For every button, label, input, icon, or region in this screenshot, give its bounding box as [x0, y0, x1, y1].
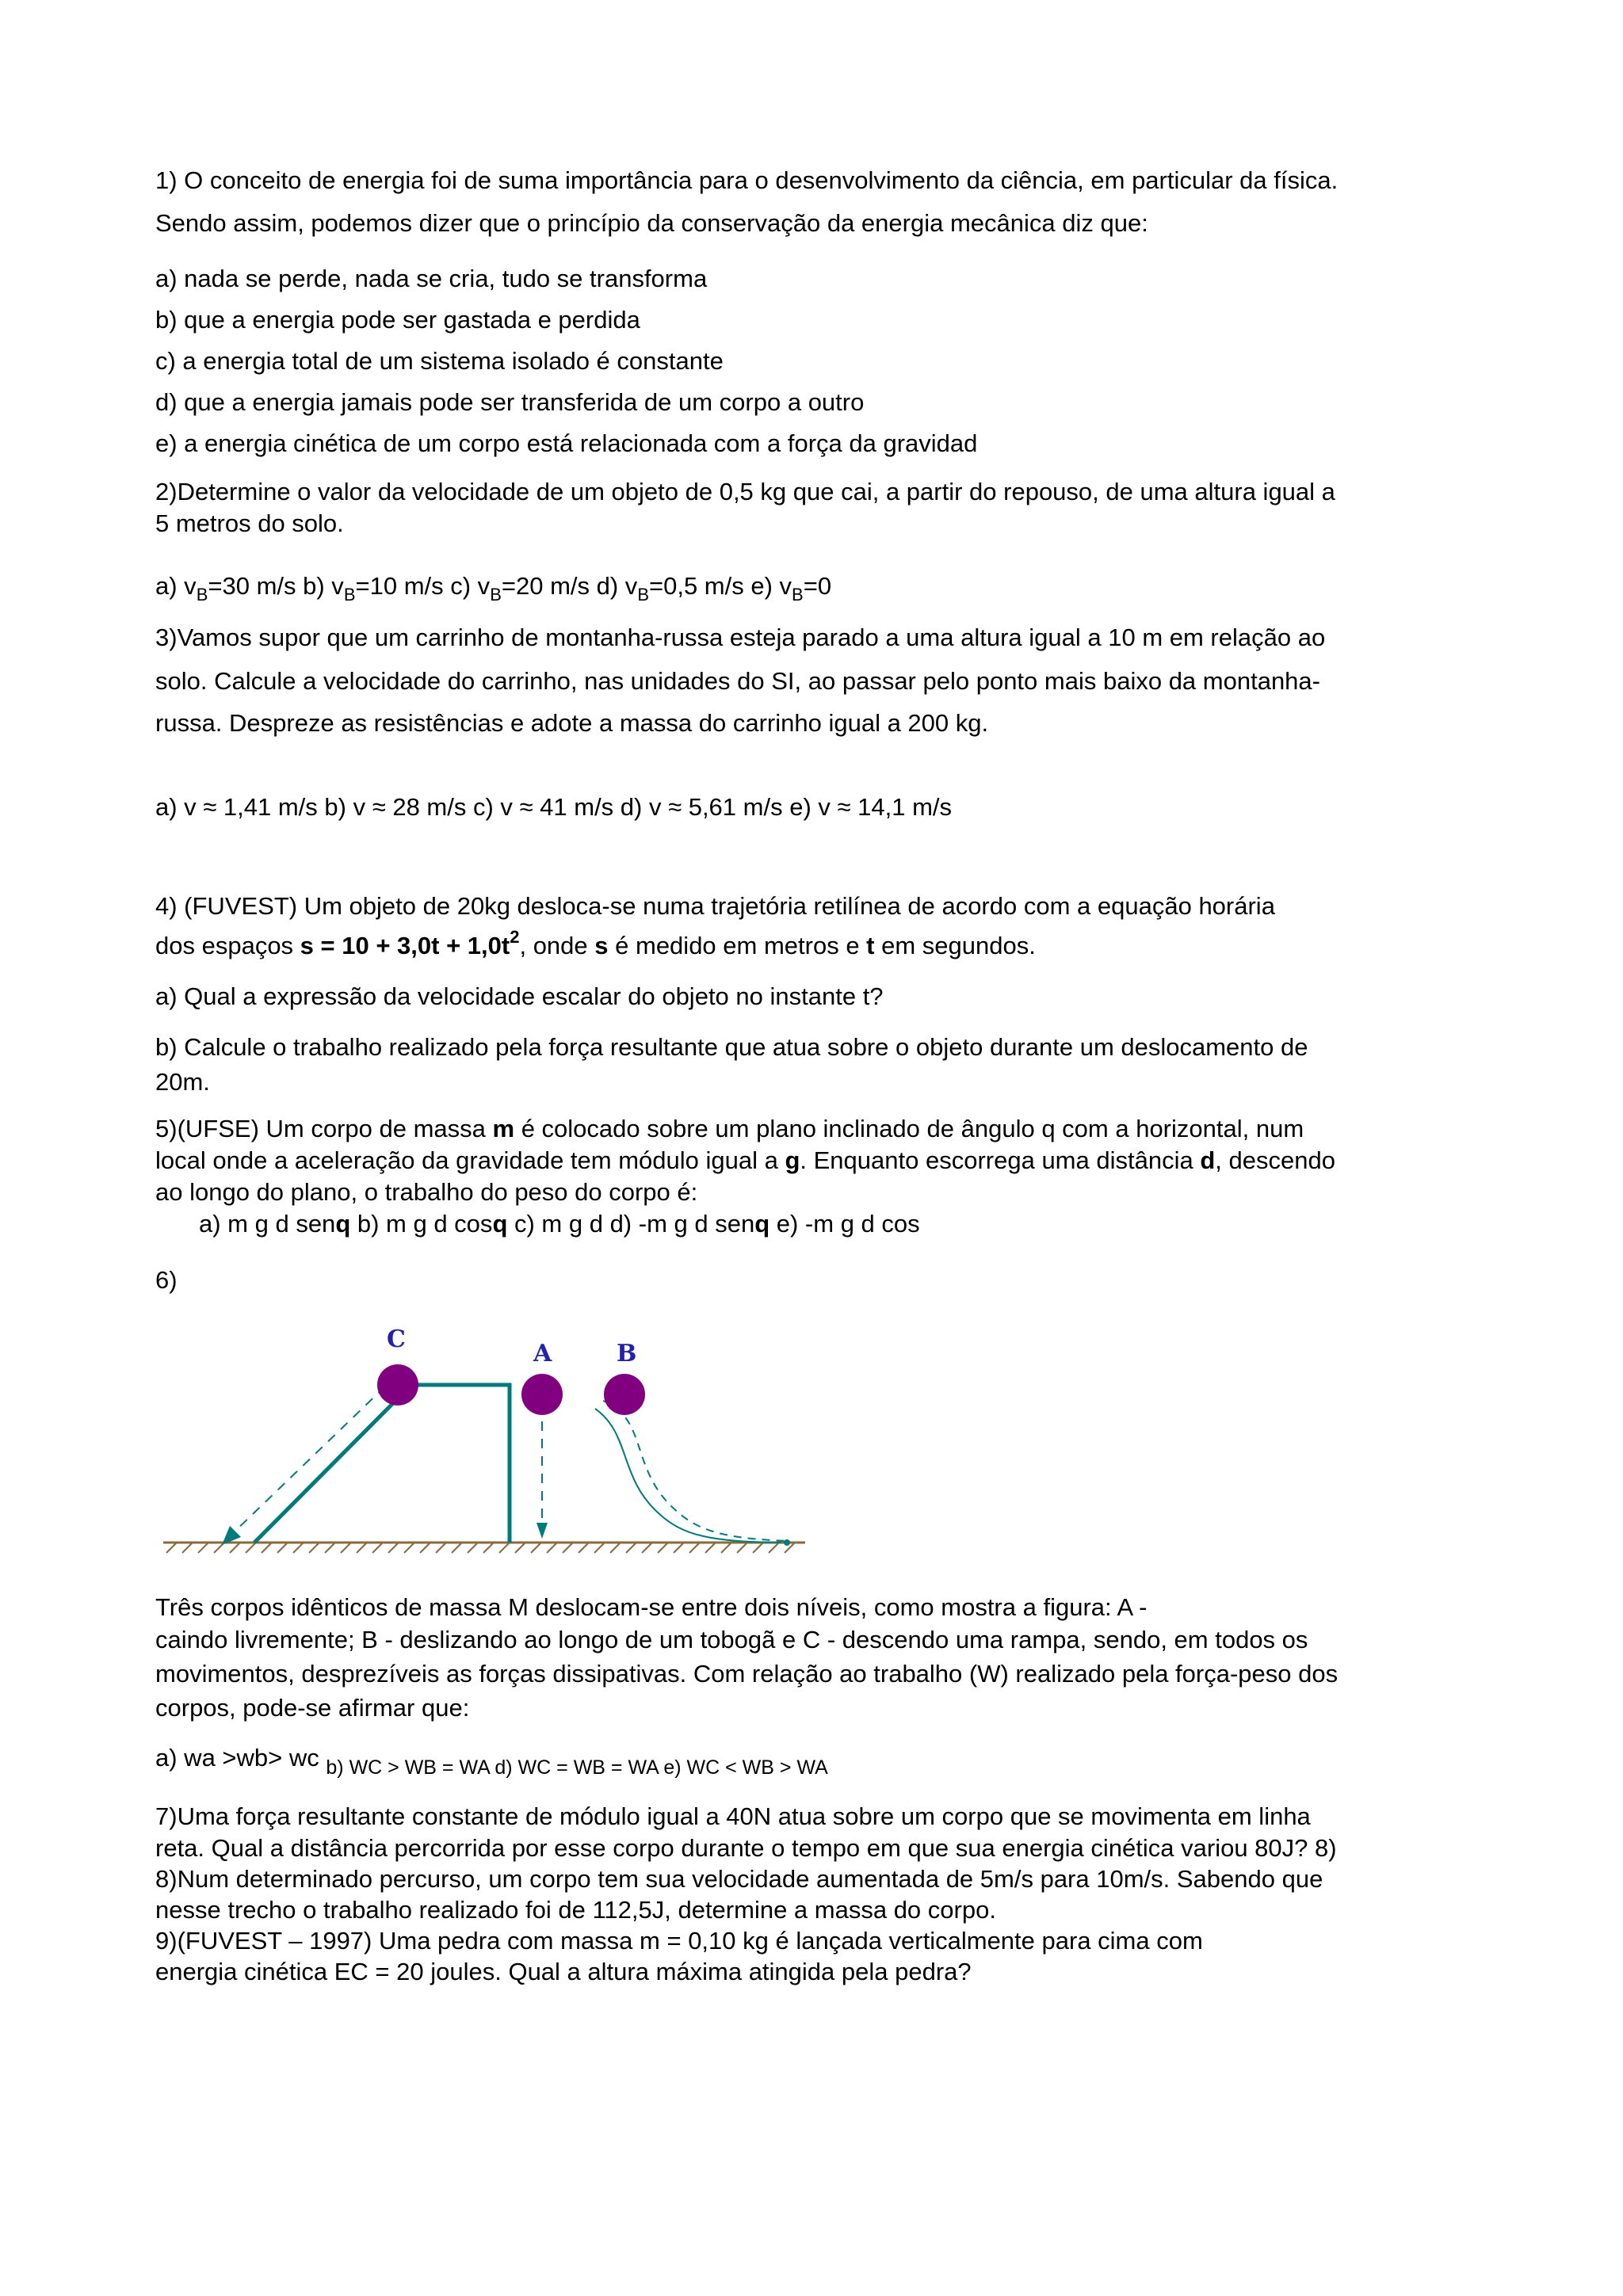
q6-number: 6) [155, 1266, 178, 1294]
q3-stem-line-3: russa. Despreze as resistências e adote a massa do carrinho igual a 200 kg. [155, 709, 989, 737]
q6-text-line-2: caindo livremente; B - deslizando ao longo de um tobogã e C - descendo uma rampa, sendo, em todos os [155, 1626, 1308, 1653]
q2-stem-line-2: 5 metros do solo. [155, 509, 344, 537]
q6-options: a) wa >wb> wc $_{b) WC > WB = WA d) WC = WB = WA e) WC < WB > WA}$ [155, 1744, 828, 1779]
ground-hatching [166, 1543, 794, 1553]
q3-options: a) v ≈ 1,41 m/s b) v ≈ 28 m/s c) v ≈ 41 m/s d) v ≈ 5,61 m/s e) v ≈ 14,1 m/s [155, 793, 953, 821]
q6-text-line-4: corpos, pode-se afirmar que: [155, 1694, 470, 1722]
q7-line-1: 7)Uma força resultante constante de módulo igual a 40N atua sobre um corpo que se movimenta em linha [155, 1802, 1311, 1830]
q1-option-e: e) a energia cinética de um corpo está relacionada com a força da gravidad [155, 429, 978, 457]
q9-line-1: 9)(FUVEST – 1997) Uma pedra com massa m = 0,10 kg é lançada verticalmente para cima com [155, 1927, 1203, 1955]
label-c: C [387, 1325, 406, 1353]
q6-text-line-1: Três corpos idênticos de massa M deslocam-se entre dois níveis, como mostra a figura: A - [155, 1593, 1148, 1621]
q1-stem-line-1: 1) O conceito de energia foi de suma importância para o desenvolvimento da ciência, em particular da física. [155, 166, 1338, 194]
arrow-a-head [537, 1523, 548, 1539]
q4-item-b-line-1: b) Calcule o trabalho realizado pela força resultante que atua sobre o objeto durante um deslocamento de [155, 1033, 1308, 1061]
q8-line-2: nesse trecho o trabalho realizado foi de 112,5J, determine a massa do corpo. [155, 1896, 996, 1924]
toboggan-b [595, 1409, 781, 1543]
q2-stem-line-1: 2)Determine o valor da velocidade de um objeto de 0,5 kg que cai, a partir do repouso, de uma altura igual a [155, 478, 1335, 505]
q6-text-line-3: movimentos, desprezíveis as forças dissipativas. Com relação ao trabalho (W) realizado pela força-peso dos [155, 1660, 1338, 1688]
ball-a [521, 1374, 563, 1415]
label-a: A [533, 1340, 552, 1367]
path-c-dashed [231, 1386, 385, 1535]
q3-stem-line-2: solo. Calcule a velocidade do carrinho, nas unidades do SI, ao passar pelo ponto mais baixo da montanha- [155, 667, 1320, 695]
energy-figure [155, 1315, 813, 1577]
q2-options: a) $v_B=30$ m/s b) $v_B=10$ m/s c) $v_B=20$ m/s d) $v_B=0,5$ m/s e) $v_B=0$ [155, 572, 832, 605]
q4-stem-line-2: dos espaços $s = 10 + 3,0t + 1,0t^2$, onde s é medido em metros e t em segundos. [155, 927, 1036, 959]
q4-item-a: a) Qual a expressão da velocidade escalar do objeto no instante t? [155, 982, 884, 1010]
toboggan-end-dot [784, 1539, 790, 1546]
q4-item-b-line-2: 20m. [155, 1068, 210, 1096]
q1-option-b: b) que a energia pode ser gastada e perdida [155, 306, 640, 334]
label-b: B [617, 1340, 637, 1367]
q4-stem-line-1: 4) (FUVEST) Um objeto de 20kg desloca-se numa trajetória retilínea de acordo com a equação horária [155, 892, 1275, 920]
q9-line-2: energia cinética EC = 20 joules. Qual a altura máxima atingida pela pedra? [155, 1958, 972, 1985]
q5-stem-line-1: 5)(UFSE) Um corpo de massa m é colocado sobre um plano inclinado de ângulo q com a horizontal, num [155, 1115, 1304, 1142]
q5-stem-line-2: local onde a aceleração da gravidade tem módulo igual a g. Enquanto escorrega uma distância d, descendo [155, 1146, 1335, 1174]
ball-b [604, 1374, 645, 1415]
q1-option-d: d) que a energia jamais pode ser transferida de um corpo a outro [155, 388, 865, 416]
q5-options: a) m g d senq b) m g d cosq c) m g d d) -m g d senq e) -m g d cos [199, 1210, 920, 1238]
q1-stem-line-2: Sendo assim, podemos dizer que o princípio da conservação da energia mecânica diz que: [155, 209, 1148, 237]
q1-option-c: c) a energia total de um sistema isolado é constante [155, 347, 724, 375]
q8-line-1: 8)Num determinado percurso, um corpo tem sua velocidade aumentada de 5m/s para 10m/s. Sabendo que [155, 1865, 1323, 1893]
ramp-structure [254, 1385, 510, 1543]
q4-equation: s = 10 + 3,0t + 1,0t [300, 932, 510, 959]
q5-stem-line-3: ao longo do plano, o trabalho do peso do corpo é: [155, 1178, 698, 1206]
q3-stem-line-1: 3)Vamos supor que um carrinho de montanha-russa esteja parado a uma altura igual a 10 m em relação ao [155, 624, 1326, 651]
ball-c [377, 1364, 418, 1405]
q7-line-2: reta. Qual a distância percorrida por esse corpo durante o tempo em que sua energia cinética variou 80J? 8) [155, 1834, 1337, 1862]
q1-option-a: a) nada se perde, nada se cria, tudo se transforma [155, 265, 708, 292]
